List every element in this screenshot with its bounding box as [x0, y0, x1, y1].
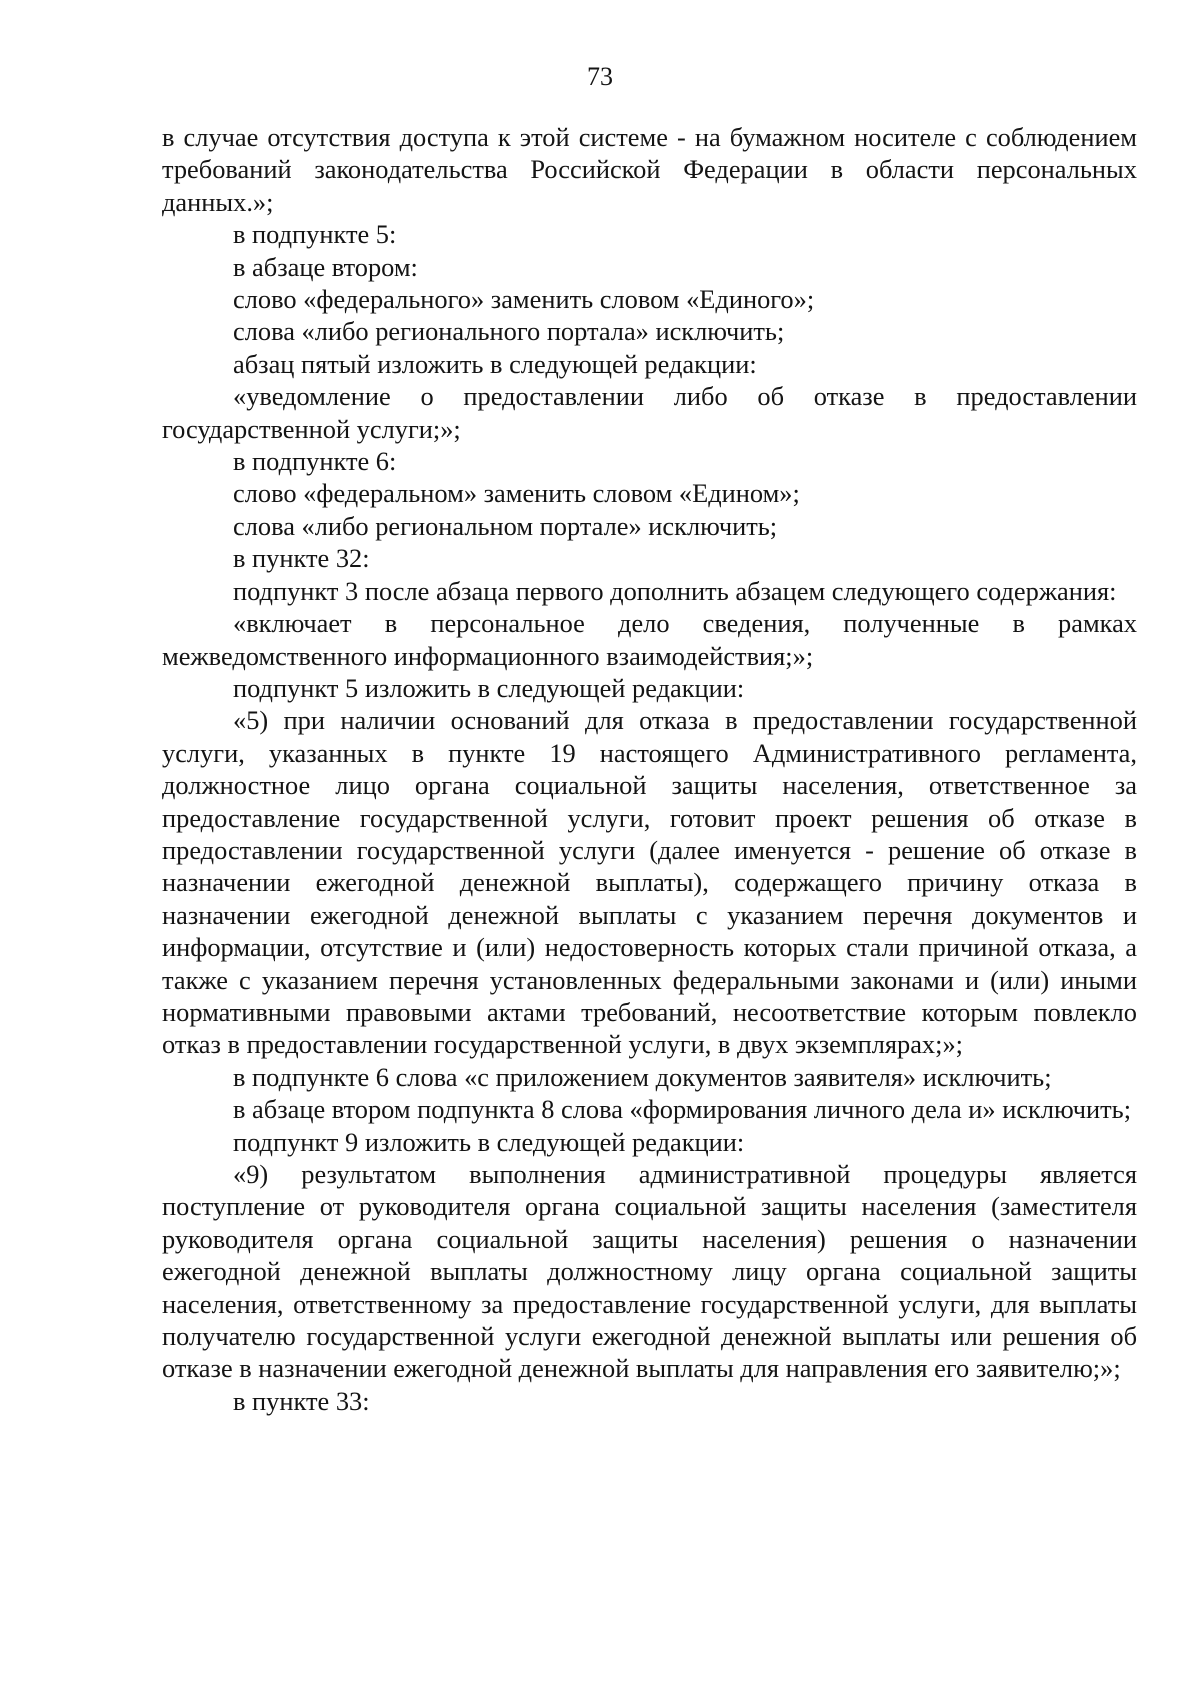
paragraph: подпункт 3 после абзаца первого дополнить абзацем следующего содержания:: [233, 575, 1117, 606]
paragraph: «уведомление о предоставлении либо об отказе в предоставлении государственной услуги;»;: [162, 381, 1137, 444]
document-body: [162, 121, 1137, 1417]
paragraph: «включает в персональное дело сведения, полученные в рамках межведомственного информационного взаимодействия;»;: [162, 608, 1137, 671]
paragraph: в абзаце втором подпункта 8 слова «формирования личного дела и» исключить;: [233, 1094, 1132, 1125]
paragraph: слова «либо регионального портала» исключить;: [233, 316, 785, 347]
paragraph: в пункте 33:: [233, 1385, 370, 1416]
paragraph: слово «федеральном» заменить словом «Едином»;: [233, 478, 800, 509]
paragraph: «5) при наличии оснований для отказа в предоставлении государственной услуги, указанных в пункте 19 настоящего Административного регламента, должностное лицо органа социальной защиты населения, ответственное за предоставление государственной услуги, готовит проект решения об отказе в предоставлении государственной услуги (далее именуется - решение об отказе в назначении ежегодной денежной выплаты), содержащего причину отказа в назначении ежегодной денежной выплаты с указанием перечня документов и информации, отсутствие и (или) недостоверность которых стали причиной отказа, а также с указанием перечня установленных федеральными законами и (или) иными нормативными правовыми актами требований, несоответствие которым повлекло отказ в предоставлении государственной услуги, в двух экземплярах;»;: [162, 705, 1137, 1060]
paragraph: в подпункте 5:: [233, 219, 397, 250]
paragraph: в подпункте 6 слова «с приложением документов заявителя» исключить;: [233, 1061, 1052, 1092]
paragraph: слово «федерального» заменить словом «Единого»;: [233, 284, 815, 315]
paragraph: слова «либо региональном портале» исключить;: [233, 510, 778, 541]
page-number: 73: [587, 62, 613, 91]
paragraph: подпункт 9 изложить в следующей редакции:: [233, 1126, 745, 1157]
paragraph: в абзаце втором:: [233, 251, 418, 282]
paragraph: «9) результатом выполнения административной процедуры является поступление от руководителя органа социальной защиты населения (заместителя руководителя органа социальной защиты населения) решения о назначении ежегодной денежной выплаты должностному лицу органа социальной защиты населения, ответственному за предоставление государственной услуги, для выплаты получателю государственной услуги ежегодной денежной выплаты или решения об отказе в назначении ежегодной денежной выплаты для направления его заявителю;»;: [162, 1159, 1137, 1384]
paragraph: абзац пятый изложить в следующей редакции:: [233, 348, 757, 379]
paragraph-continuation: в случае отсутствия доступа к этой системе - на бумажном носителе с соблюдением требований законодательства Российской Федерации в области персональных данных.»;: [162, 122, 1137, 217]
paragraph: в подпункте 6:: [233, 446, 397, 477]
paragraph: в пункте 32:: [233, 543, 370, 574]
paragraph: подпункт 5 изложить в следующей редакции:: [233, 672, 745, 703]
